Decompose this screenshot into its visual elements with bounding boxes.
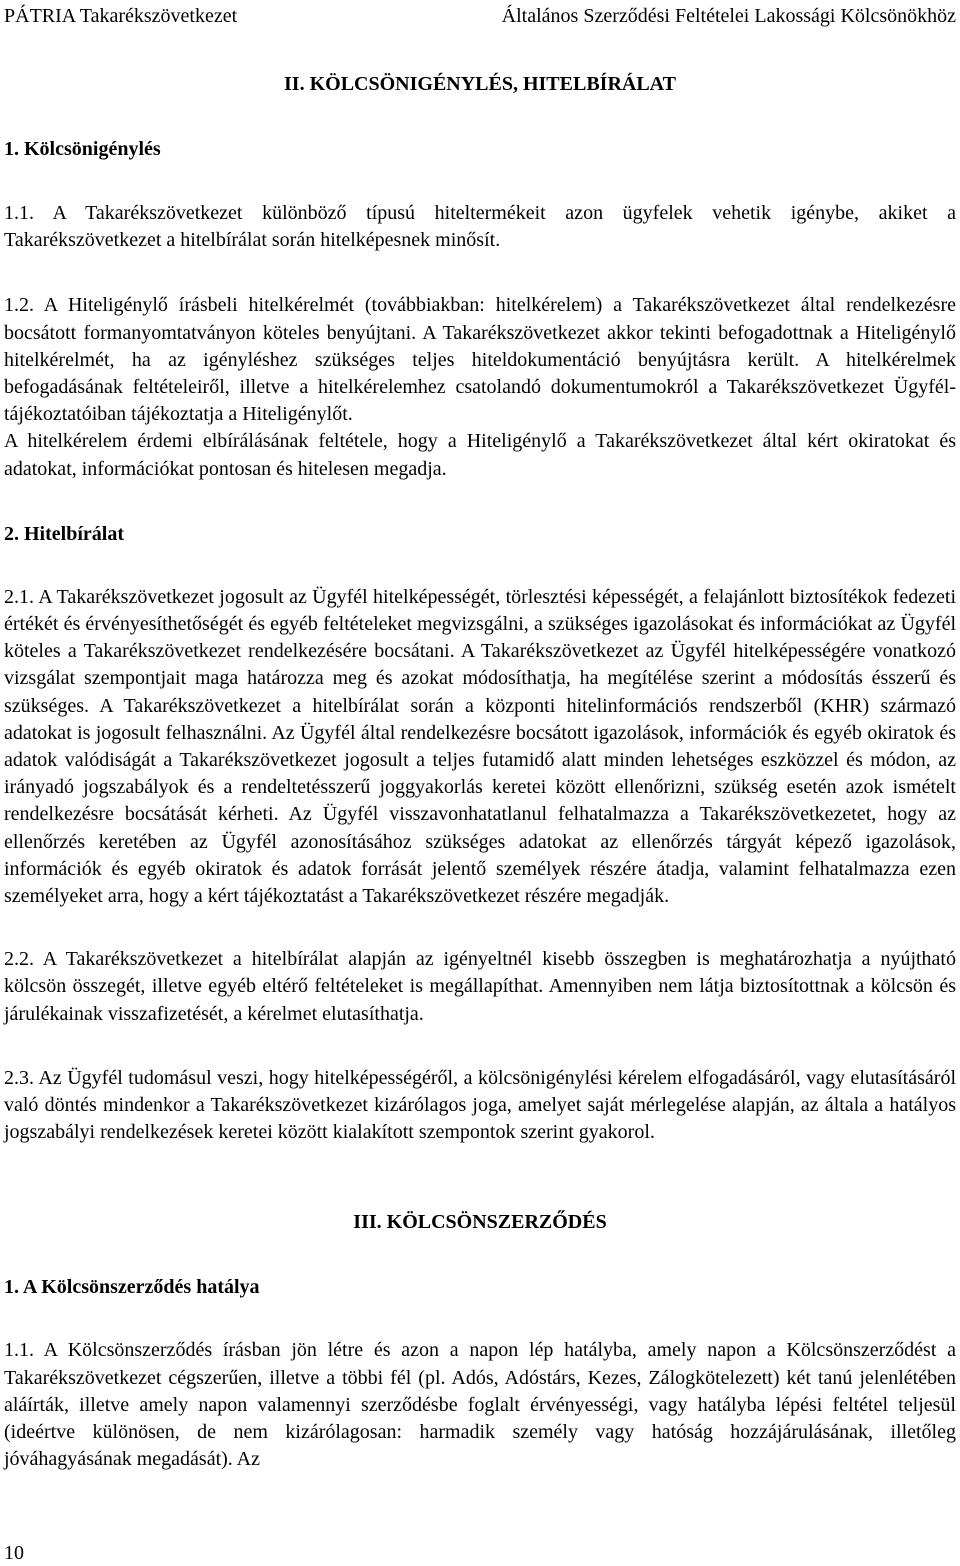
paragraph-1-1: 1.1. A Takarékszövetkezet különböző típusú hiteltermékeit azon ügyfelek vehetik igénybe, akiket a Takarékszövetkezet a hitelbírálat során hitelképesnek minősít.: [4, 202, 956, 252]
document-body: [4, 70, 956, 1474]
paragraph-2-2: 2.2. A Takarékszövetkezet a hitelbírálat alapján az igényeltnél kisebb összegben is meghatározhatja a nyújtható kölcsön összegét, illetve egyéb eltérő feltételeket is megállapíthat. Amennyiben nem látja biztosítottnak a kölcsön és járulékainak visszafizetését, a kérelmet elutasíthatja.: [4, 948, 956, 1025]
paragraph-2-1: 2.1. A Takarékszövetkezet jogosult az Ügyfél hitelképességét, törlesztési képességét, a felajánlott biztosítékok fedezeti értékét és érvényesíthetőségét és egyéb feltételeket megvizsgálni, a szükséges igazolásokat és információkat az Ügyfél köteles a Takarékszövetkezet rendelkezésére bocsátani. A Takarékszövetkezet az Ügyfél hitelképességére vonatkozó vizsgálat szempontjait maga határozza meg és azokat módosíthatja, ha megítélése szerint a módosítás ésszerű és szükséges. A Takarékszövetkezet a hitelbírálat során a központi hitelinformációs rendszerből (KHR) származó adatokat is jogosult felhasználni. Az Ügyfél által rendelkezésre bocsátott igazolások, információk és egyéb okiratok és adatok valódiságát a Takarékszövetkezet jogosult a teljes futamidő alatt minden lehetséges eszközzel és módon, az irányadó jogszabályok és a rendeltetésszerű joggyakorlás keretei között ellenőrizni, szükség esetén azok ismételt rendelkezésre bocsátását kérheti. Az Ügyfél visszavonhatatlanul felhatalmazza a Takarékszövetkezetet, hogy az ellenőrzés keretében az Ügyfél azonosításához szükséges adatokat az ellenőrzés tárgyát képező igazolások, információk és egyéb okiratok és adatok forrását jelentő személyek részére átadja, valamint felhatalmazza ezen személyeket arra, hogy a kért tájékoztatást a Takarékszövetkezet részére megadják.: [4, 585, 956, 908]
header-document-title: Általános Szerződési Feltételei Lakossági Kölcsönökhöz: [501, 5, 956, 27]
chapter-title-3: III. KÖLCSÖNSZERZŐDÉS: [353, 1211, 607, 1234]
section-title-kolcsonigenyles: 1. Kölcsönigénylés: [4, 138, 161, 160]
paragraph-1-2: 1.2. A Hiteligénylő írásbeli hitelkérelmét (továbbiakban: hitelkérelem) a Takarékszövetkezet által rendelkezésre bocsátott formanyomtatványon köteles benyújtani. A Takarékszövetkezet akkor tekinti befogadottnak a Hiteligénylő hitelkérelmét, ha az igényléshez szükséges teljes hiteldokumentáció benyújtásra került. A hitelkérelmek befogadásának feltételeiről, illetve a hitelkérelemhez csatolandó dokumentumokról a Takarékszövetkezet Ügyfél-tájékoztatóiban tájékoztatja a Hiteligénylőt.: [4, 294, 956, 426]
paragraph-2-3: 2.3. Az Ügyfél tudomásul veszi, hogy hitelképességéről, a kölcsönigénylési kérelem elfogadásáról, vagy elutasításáról való döntés mindenkor a Takarékszövetkezet kizárólagos joga, amelyet saját mérlegelése alapján, az általa a hatályos jogszabályi rendelkezések keretei között kialakított szempontok szerint gyakorol.: [4, 1066, 956, 1144]
section-title-kolcsonszerzodes-hatalya: 1. A Kölcsönszerződés hatálya: [4, 1276, 260, 1299]
paragraph-1-2-continued: A hitelkérelem érdemi elbírálásának feltétele, hogy a Hiteligénylő a Takarékszövetkezet által kért okiratokat és adatokat, információkat pontosan és hitelesen megadja.: [4, 430, 956, 480]
section-title-hitelbiralat: 2. Hitelbírálat: [4, 522, 124, 545]
paragraph-3-1-1: 1.1. A Kölcsönszerződés írásban jön létre és azon a napon lép hatályba, amely napon a Kölcsönszerződést a Takarékszövetkezet cégszerűen, illetve a többi fél (pl. Adós, Adóstárs, Kezes, Zálogkötelezett) két tanú jelenlétében aláírták, illetve amely napon valamennyi szerződésbe foglalt érvényességi, vagy hatályba lépési feltétel teljesül (ideértve különösen, de nem kizárólagosan: harmadik személy vagy hatóság hozzájárulásának, illetőleg jóváhagyásának megadását). Az: [4, 1339, 956, 1471]
header-institution: PÁTRIA Takarékszövetkezet: [4, 5, 238, 27]
running-header: [4, 2, 956, 30]
chapter-title-2: II. KÖLCSÖNIGÉNYLÉS, HITELBÍRÁLAT: [284, 73, 676, 95]
page-number: 10: [4, 1542, 24, 1564]
